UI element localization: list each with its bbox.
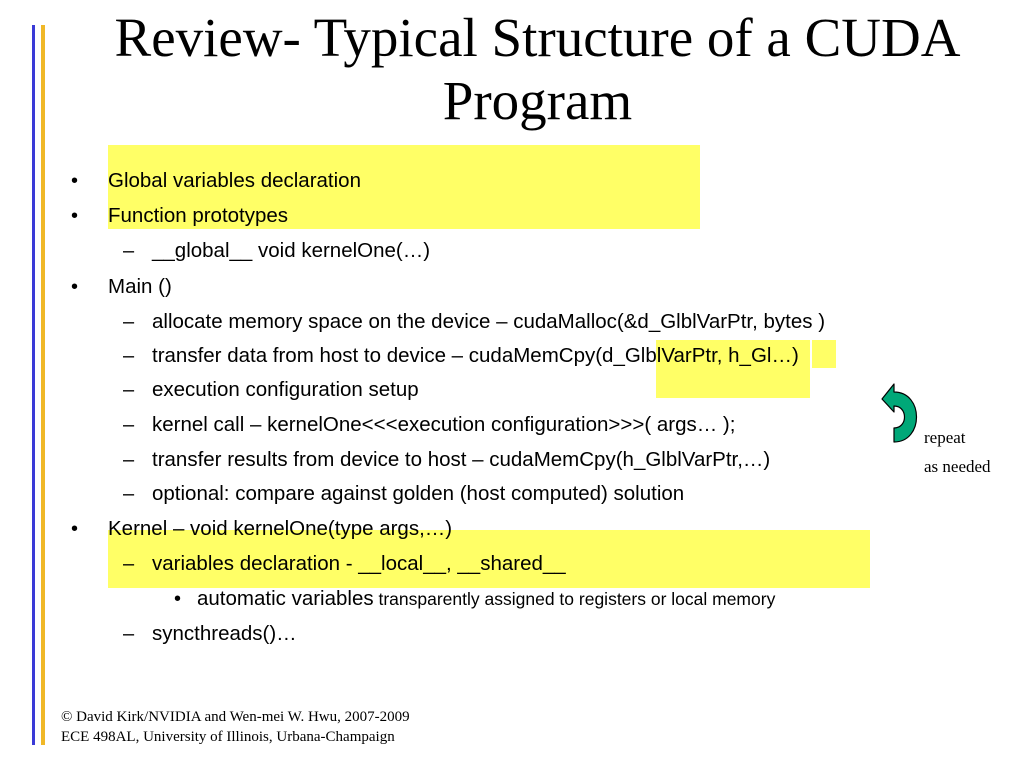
bullet-marker: • xyxy=(174,588,182,610)
sub-bullet-text: __global__ void kernelOne(…) xyxy=(152,239,431,262)
dash-marker: – xyxy=(123,345,135,367)
sub-bullet-text: transfer data from host to device – cudaMemCpy(d_GlblVarPtr, h_Gl…) xyxy=(152,344,799,367)
sub-bullet-item xyxy=(123,344,799,368)
dash-marker: – xyxy=(123,449,135,471)
sub-bullet-text: optional: compare against golden (host computed) solution xyxy=(152,482,685,505)
sub-bullet-item xyxy=(123,310,826,334)
bullet-item xyxy=(71,169,361,193)
sub-bullet-item xyxy=(123,448,771,472)
left-accent-bar-gold xyxy=(41,25,45,745)
sub-sub-bullet-item xyxy=(174,587,776,611)
highlight-memcpy-tail xyxy=(812,340,836,368)
bullet-marker: • xyxy=(71,518,79,540)
footer-copyright: © David Kirk/NVIDIA and Wen-mei W. Hwu, 2007-2009 xyxy=(61,709,410,725)
sub-bullet-text: transfer results from device to host – cudaMemCpy(h_GlblVarPtr,…) xyxy=(152,448,771,471)
sub-bullet-text: variables declaration - __local__, __shared__ xyxy=(152,552,566,575)
bullet-marker: • xyxy=(71,276,79,298)
bullet-item xyxy=(71,204,289,228)
dash-marker: – xyxy=(123,379,135,401)
bullet-item xyxy=(71,275,172,299)
curved-repeat-arrow-icon xyxy=(880,376,924,452)
sub-sub-bullet-text: automatic variables xyxy=(197,587,374,610)
dash-marker: – xyxy=(123,553,135,575)
bullet-text: Global variables declaration xyxy=(108,169,361,192)
slide-title xyxy=(55,6,1020,132)
sub-bullet-item xyxy=(123,482,685,506)
dash-marker: – xyxy=(123,240,135,262)
sub-bullet-text: kernel call – kernelOne<<<execution configuration>>>( args… ); xyxy=(152,413,736,436)
sub-sub-bullet-suffix: transparently assigned to registers or local memory xyxy=(373,589,776,609)
sub-bullet-item xyxy=(123,378,419,402)
as-needed-note: as needed xyxy=(924,457,991,476)
sub-bullet-text: allocate memory space on the device – cudaMalloc(&d_GlblVarPtr, bytes ) xyxy=(152,310,826,333)
dash-marker: – xyxy=(123,311,135,333)
sub-bullet-text: execution configuration setup xyxy=(152,378,419,401)
sub-bullet-item xyxy=(123,552,566,576)
bullet-marker: • xyxy=(71,205,79,227)
footer-course: ECE 498AL, University of Illinois, Urbana-Champaign xyxy=(61,729,395,745)
bullet-text: Kernel – void kernelOne(type args,…) xyxy=(108,517,453,540)
slide-title-line-2: Program xyxy=(442,70,633,131)
sub-bullet-text: syncthreads()… xyxy=(152,622,297,645)
sub-bullet-item xyxy=(123,413,736,437)
dash-marker: – xyxy=(123,414,135,436)
bullet-item xyxy=(71,517,453,541)
bullet-text: Main () xyxy=(108,275,172,298)
dash-marker: – xyxy=(123,483,135,505)
sub-bullet-item xyxy=(123,622,297,646)
sub-bullet-item xyxy=(123,239,431,263)
bullet-text: Function prototypes xyxy=(108,204,289,227)
repeat-note: repeat xyxy=(924,428,966,447)
slide-title-line-1: Review- Typical Structure of a CUDA xyxy=(114,7,961,68)
bullet-marker: • xyxy=(71,170,79,192)
dash-marker: – xyxy=(123,623,135,645)
left-accent-bar-blue xyxy=(32,25,35,745)
slide-footer xyxy=(61,707,410,747)
